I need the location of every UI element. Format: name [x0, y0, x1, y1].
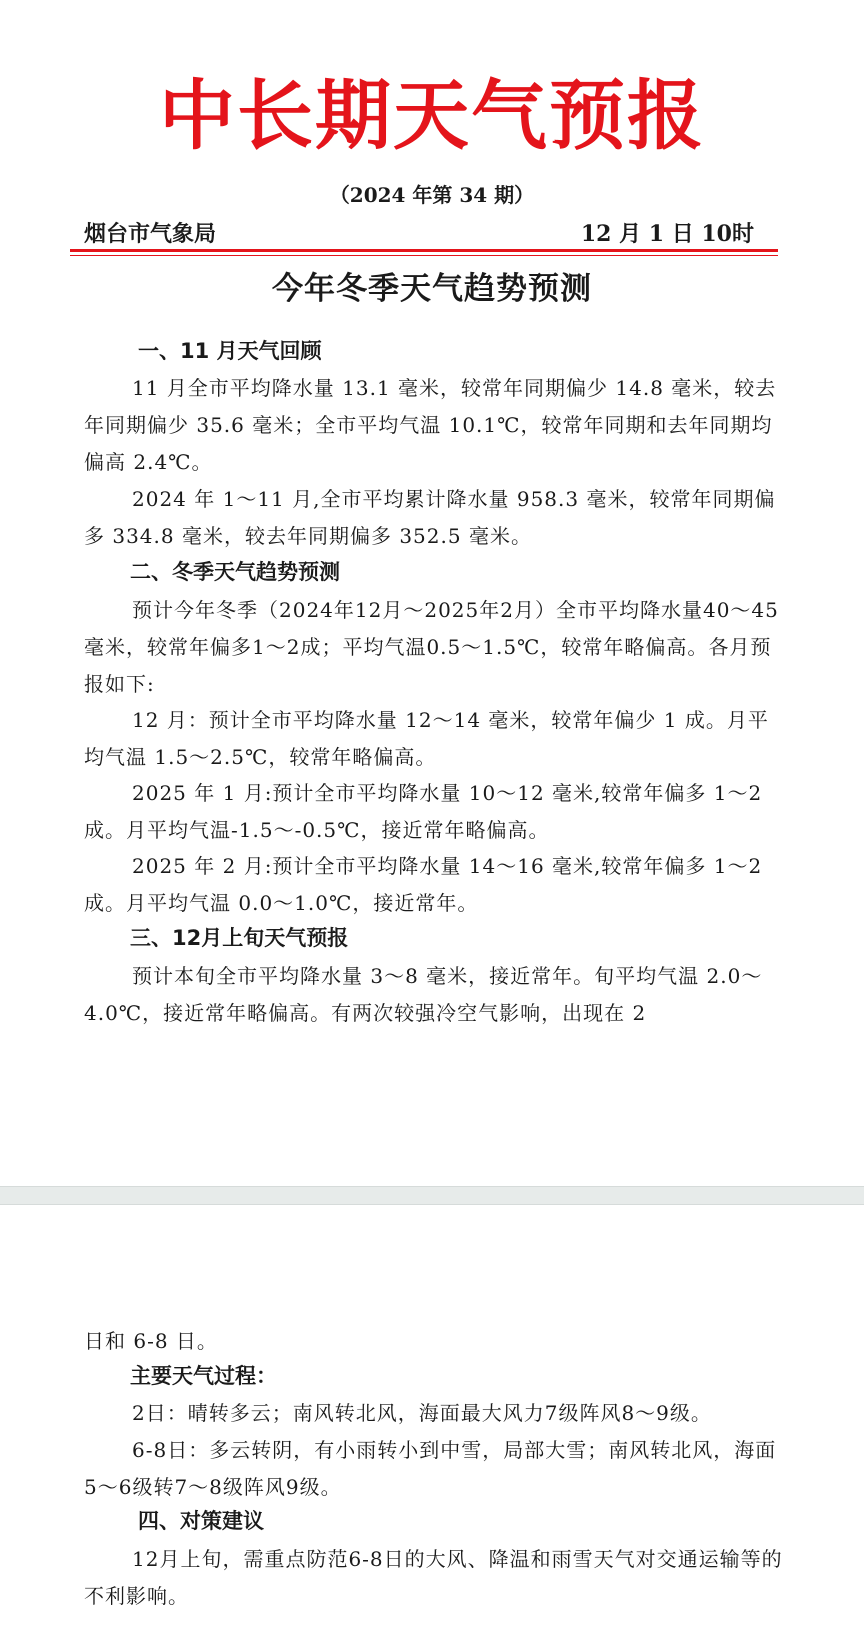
issue-number: （2024 年第 34 期） — [329, 183, 535, 207]
section-heading-countermeasures: 四、对策建议 — [138, 1509, 264, 1533]
document-title: 今年冬季天气趋势预测 — [272, 271, 592, 307]
weather-process-day2: 2日：晴转多云；南风转北风，海面最大风力7级阵风8～9级。 — [132, 1401, 712, 1425]
paragraph-december-forecast: 12 月：预计全市平均降水量 12～14 毫米，较常年偏少 1 成。月平均气温 1.5～2.5℃，较常年略偏高。 — [84, 708, 769, 769]
paragraph-november-summary: 11 月全市平均降水量 13.1 毫米，较常年同期偏少 14.8 毫米，较去年同期偏少 35.6 毫米；全市平均气温 10.1℃，较常年同期和去年同期均偏高 2.4℃。 — [84, 376, 777, 474]
section-heading-review: 一、11 月天气回顾 — [138, 339, 322, 363]
paragraph-forecast-continued: 日和 6-8 日。 — [84, 1329, 218, 1353]
header-rule-thin — [70, 255, 778, 256]
issue-date: 12 月 1 日 10时 — [580, 221, 754, 247]
section-heading-early-december: 三、12月上旬天气预报 — [130, 926, 349, 950]
paragraph-annual-summary: 2024 年 1～11 月,全市平均累计降水量 958.3 毫米，较常年同期偏多 334.8 毫米，较去年同期偏多 352.5 毫米。 — [84, 487, 776, 548]
paragraph-winter-forecast: 预计今年冬季（2024年12月～2025年2月）全市平均降水量40～45毫米，较常年偏多1～2成；平均气温0.5～1.5℃，较常年略偏高。各月预报如下: — [84, 598, 779, 696]
weather-process-heading: 主要天气过程： — [130, 1364, 277, 1388]
document-page-2 — [0, 1205, 864, 1638]
issuing-organization: 烟台市气象局 — [84, 221, 217, 247]
header-rule-thick — [70, 249, 778, 252]
masthead-title: 中长期天气预报 — [159, 71, 705, 160]
section-heading-winter-trend: 二、冬季天气趋势预测 — [130, 560, 340, 584]
page-break — [0, 1186, 864, 1205]
paragraph-january-forecast: 2025 年 1 月:预计全市平均降水量 10～12 毫米,较常年偏多 1～2 成。月平均气温-1.5～-0.5℃，接近常年略偏高。 — [84, 781, 763, 842]
paragraph-countermeasures: 12月上旬，需重点防范6-8日的大风、降温和雨雪天气对交通运输等的不利影响。 — [84, 1547, 783, 1608]
paragraph-early-december-forecast: 预计本旬全市平均降水量 3～8 毫米，接近常年。旬平均气温 2.0～4.0℃，接近常年略偏高。有两次较强冷空气影响，出现在 2 — [84, 964, 763, 1025]
paragraph-february-forecast: 2025 年 2 月:预计全市平均降水量 14～16 毫米,较常年偏多 1～2 成。月平均气温 0.0～1.0℃，接近常年。 — [84, 854, 763, 915]
weather-process-day6-8: 6-8日：多云转阴，有小雨转小到中雪，局部大雪；南风转北风，海面5～6级转7～8级阵风9级。 — [84, 1438, 777, 1499]
